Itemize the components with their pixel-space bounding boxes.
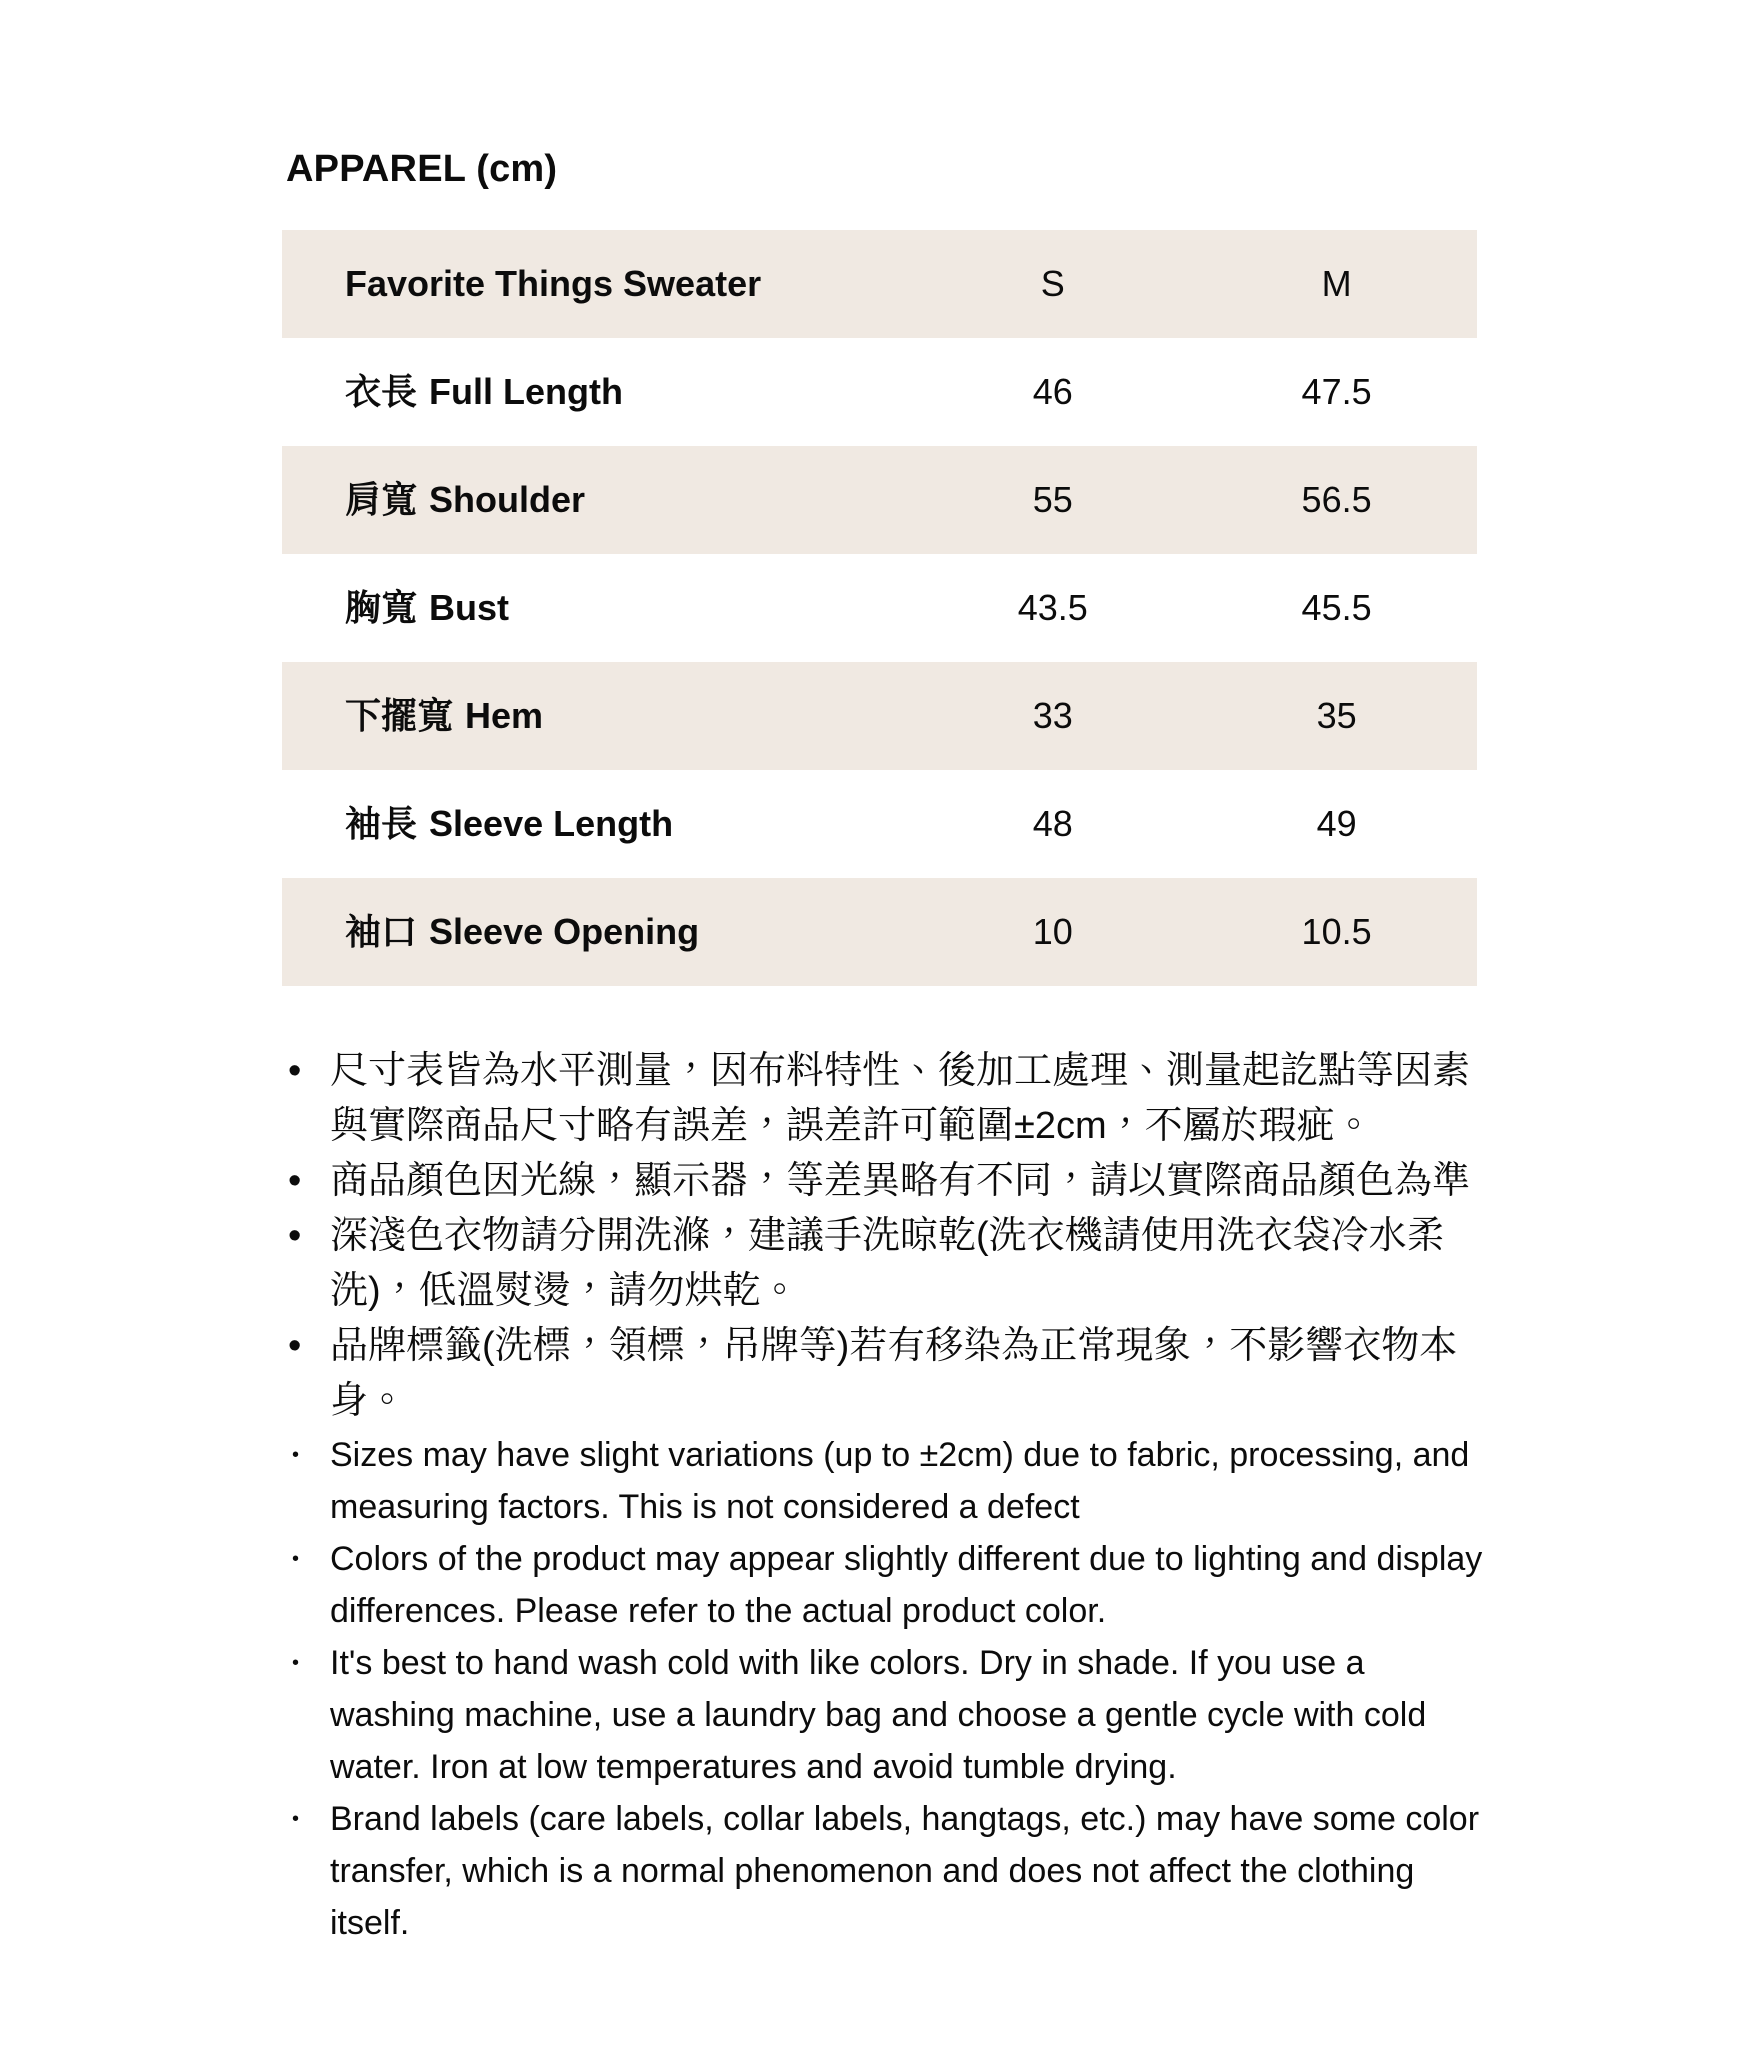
bullet-dot-icon — [282, 1209, 330, 1264]
care-note-text: 品牌標籤(洗標，領標，吊牌等)若有移染為正常現象，不影響衣物本身。 — [330, 1325, 1458, 1422]
measurement-label-en: Hem — [465, 695, 544, 736]
size-m-value: 45.5 — [1301, 587, 1372, 628]
care-note — [282, 1533, 1494, 1637]
care-note — [282, 1154, 1494, 1209]
size-table-row — [282, 554, 1477, 662]
care-note — [282, 1044, 1494, 1154]
size-s-value: 46 — [1032, 371, 1073, 412]
care-note-text: 尺寸表皆為水平測量，因布料特性、後加工處理、測量起訖點等因素與實際商品尺寸略有誤差，誤差許可範圍±2cm，不屬於瑕疵。 — [330, 1050, 1471, 1147]
size-column-m: M — [1321, 263, 1352, 304]
care-note-text: It's best to hand wash cold with like colors. Dry in shade. If you use a washing machine, use a laundry bag and choose a gentle cycle with cold water. Iron at low temperatures and avoid tumble drying. — [330, 1644, 1427, 1786]
measurement-label — [282, 338, 909, 446]
size-s-value: 43.5 — [1017, 587, 1088, 628]
page-title: APPAREL (cm) — [286, 148, 558, 190]
bullet-dot-icon — [282, 1793, 330, 1845]
size-m-value: 56.5 — [1301, 479, 1372, 520]
size-table-row — [282, 770, 1477, 878]
care-note — [282, 1429, 1494, 1533]
bullet-dot-icon — [282, 1319, 330, 1374]
care-note — [282, 1319, 1494, 1429]
care-note-text: 商品顏色因光線，顯示器，等差異略有不同，請以實際商品顏色為準 — [330, 1160, 1471, 1202]
size-m-value: 47.5 — [1301, 371, 1372, 412]
measurement-label-en: Full Length — [429, 371, 623, 412]
size-s-value: 10 — [1032, 911, 1073, 952]
measurement-label-en: Sleeve Length — [429, 803, 674, 844]
care-note-text: Brand labels (care labels, collar labels, hangtags, etc.) may have some color transfer, which is a normal phenomenon and does not affect the clothing itself. — [330, 1800, 1480, 1942]
bullet-dot-icon — [282, 1429, 330, 1481]
measurement-label — [282, 554, 909, 662]
size-m-value: 10.5 — [1301, 911, 1372, 952]
size-column-s: S — [1040, 263, 1065, 304]
bullet-dot-icon — [282, 1637, 330, 1689]
care-note — [282, 1637, 1494, 1793]
measurement-label — [282, 446, 909, 554]
size-s-value: 33 — [1032, 695, 1073, 736]
size-table-row — [282, 878, 1477, 986]
measurement-label-zh: 下擺寬 — [345, 695, 454, 736]
measurement-label-en: Shoulder — [429, 479, 586, 520]
measurement-label-zh: 衣長 — [345, 371, 418, 412]
care-note-text: Colors of the product may appear slightly different due to lighting and display differences. Please refer to the actual product color. — [330, 1540, 1483, 1630]
care-notes-list — [282, 1044, 1494, 1949]
care-note — [282, 1209, 1494, 1319]
measurement-label-zh: 胸寬 — [345, 587, 418, 628]
measurement-label — [282, 770, 909, 878]
bullet-dot-icon — [282, 1154, 330, 1209]
size-table — [282, 230, 1477, 986]
size-table-row — [282, 446, 1477, 554]
bullet-dot-icon — [282, 1533, 330, 1585]
product-name: Favorite Things Sweater — [345, 263, 762, 304]
size-m-value: 35 — [1316, 695, 1357, 736]
measurement-label — [282, 878, 909, 986]
measurement-label-en: Sleeve Opening — [429, 911, 700, 952]
measurement-label-zh: 肩寬 — [345, 479, 418, 520]
size-m-value: 49 — [1316, 803, 1357, 844]
size-s-value: 48 — [1032, 803, 1073, 844]
bullet-dot-icon — [282, 1044, 330, 1099]
care-note-text: Sizes may have slight variations (up to ±2cm) due to fabric, processing, and measuring factors. This is not considered a defect — [330, 1436, 1470, 1526]
measurement-label-zh: 袖口 — [345, 911, 418, 952]
size-table-header-row — [282, 230, 1477, 338]
care-note — [282, 1793, 1494, 1949]
size-s-value: 55 — [1032, 479, 1073, 520]
measurement-label-en: Bust — [429, 587, 510, 628]
care-note-text: 深淺色衣物請分開洗滌，建議手洗晾乾(洗衣機請使用洗衣袋冷水柔洗)，低溫熨燙，請勿烘乾。 — [330, 1215, 1445, 1312]
measurement-label-zh: 袖長 — [345, 803, 418, 844]
measurement-label — [282, 662, 909, 770]
size-table-row — [282, 338, 1477, 446]
size-table-row — [282, 662, 1477, 770]
